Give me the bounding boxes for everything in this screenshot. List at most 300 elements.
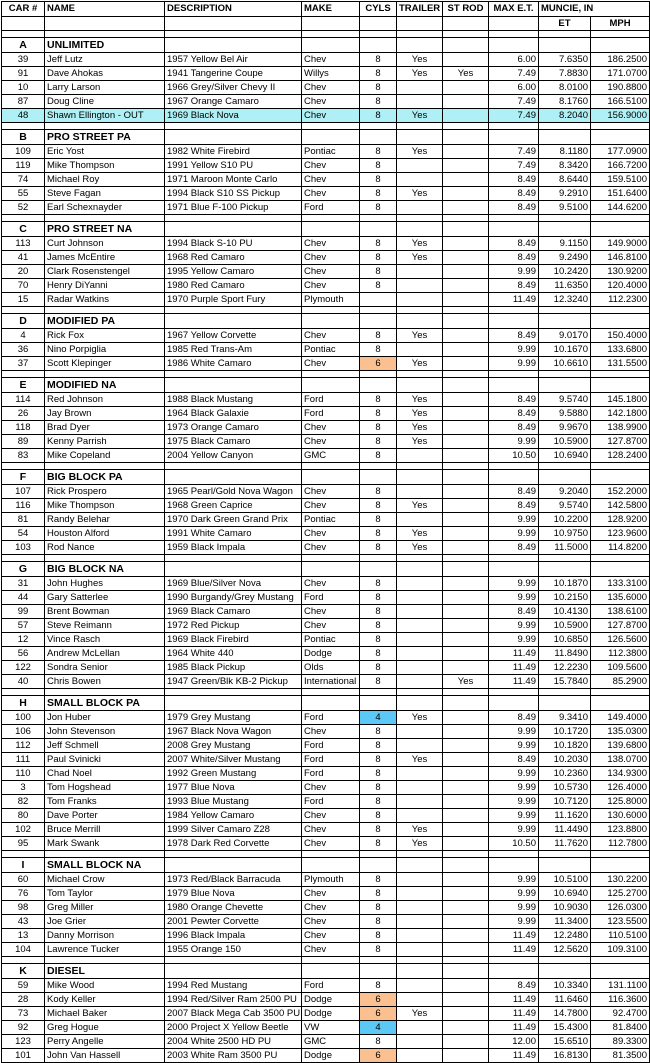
cell-max-et[interactable]: 9.99	[489, 915, 539, 929]
cell-max-et[interactable]: 7.49	[489, 109, 539, 123]
cell-driver-name[interactable]: Jeff Lutz	[45, 53, 165, 67]
column-header-make[interactable]: MAKE	[302, 2, 360, 17]
cell-trailer[interactable]: Yes	[397, 837, 443, 851]
cell-make[interactable]: GMC	[302, 449, 360, 463]
cell-driver-name[interactable]: Dave Porter	[45, 809, 165, 823]
cell-driver-name[interactable]: Kody Keller	[45, 993, 165, 1007]
cell-make[interactable]: Dodge	[302, 1049, 360, 1063]
cell-car-number[interactable]: 15	[2, 293, 45, 307]
cell-max-et[interactable]: 10.50	[489, 837, 539, 851]
cell-mph[interactable]: 123.9600	[591, 527, 650, 541]
cell-car-number[interactable]: 60	[2, 873, 45, 887]
cell-car-number[interactable]: 91	[2, 67, 45, 81]
cell-trailer[interactable]: Yes	[397, 53, 443, 67]
cell-trailer[interactable]	[397, 577, 443, 591]
cell-car-number[interactable]: 83	[2, 449, 45, 463]
cell-description[interactable]: 1994 Black S-10 PU	[165, 237, 302, 251]
cell-cylinders[interactable]: 8	[360, 329, 397, 343]
cell-make[interactable]: Chev	[302, 619, 360, 633]
cell-street-rod[interactable]	[443, 725, 489, 739]
cell-trailer[interactable]: Yes	[397, 109, 443, 123]
table-row[interactable]	[2, 753, 650, 767]
cell-trailer[interactable]	[397, 279, 443, 293]
cell-cylinders[interactable]: 8	[360, 67, 397, 81]
cell-description[interactable]: 1964 White 440	[165, 647, 302, 661]
cell-driver-name[interactable]: Mark Swank	[45, 837, 165, 851]
cell-et[interactable]: 10.2420	[539, 265, 591, 279]
cell-max-et[interactable]: 8.49	[489, 279, 539, 293]
cell-et[interactable]: 7.8830	[539, 67, 591, 81]
cell-et[interactable]: 12.2230	[539, 661, 591, 675]
cell-make[interactable]: Chev	[302, 357, 360, 371]
cell-max-et[interactable]: 12.00	[489, 1035, 539, 1049]
class-row-blank[interactable]	[591, 378, 650, 393]
cell-mph[interactable]: 127.8700	[591, 435, 650, 449]
cell-car-number[interactable]: 3	[2, 781, 45, 795]
cell-mph[interactable]: 146.8100	[591, 251, 650, 265]
cell-trailer[interactable]	[397, 901, 443, 915]
cell-mph[interactable]: 156.9000	[591, 109, 650, 123]
cell-car-number[interactable]: 106	[2, 725, 45, 739]
cell-cylinders[interactable]: 8	[360, 53, 397, 67]
cell-description[interactable]: 1986 White Camaro	[165, 357, 302, 371]
cell-street-rod[interactable]	[443, 449, 489, 463]
cell-cylinders[interactable]: 6	[360, 357, 397, 371]
cell-max-et[interactable]: 9.99	[489, 781, 539, 795]
cell-max-et[interactable]: 9.99	[489, 739, 539, 753]
cell-et[interactable]: 14.7800	[539, 1007, 591, 1021]
cell-max-et[interactable]: 7.49	[489, 95, 539, 109]
cell-max-et[interactable]: 8.49	[489, 605, 539, 619]
cell-street-rod[interactable]	[443, 485, 489, 499]
cell-mph[interactable]: 125.2700	[591, 887, 650, 901]
cell-driver-name[interactable]: Jay Brown	[45, 407, 165, 421]
cell-cylinders[interactable]: 8	[360, 109, 397, 123]
cell-et[interactable]: 10.7120	[539, 795, 591, 809]
cell-cylinders[interactable]: 8	[360, 449, 397, 463]
cell-et[interactable]: 10.2030	[539, 753, 591, 767]
table-row[interactable]	[2, 739, 650, 753]
cell-street-rod[interactable]	[443, 781, 489, 795]
cell-street-rod[interactable]	[443, 393, 489, 407]
cell-trailer[interactable]	[397, 633, 443, 647]
cell-mph[interactable]: 171.0700	[591, 67, 650, 81]
cell-et[interactable]: 9.9670	[539, 421, 591, 435]
cell-trailer[interactable]: Yes	[397, 407, 443, 421]
cell-description[interactable]: 1984 Yellow Camaro	[165, 809, 302, 823]
table-row[interactable]	[2, 781, 650, 795]
cell-car-number[interactable]: 95	[2, 837, 45, 851]
cell-trailer[interactable]	[397, 449, 443, 463]
cell-et[interactable]: 11.4490	[539, 823, 591, 837]
cell-mph[interactable]: 81.3500	[591, 1049, 650, 1063]
cell-car-number[interactable]: 26	[2, 407, 45, 421]
class-row-blank[interactable]	[360, 378, 397, 393]
table-row[interactable]	[2, 237, 650, 251]
class-row-blank[interactable]	[360, 314, 397, 329]
cell-driver-name[interactable]: Paul Svinicki	[45, 753, 165, 767]
cell-trailer[interactable]	[397, 915, 443, 929]
cell-street-rod[interactable]	[443, 329, 489, 343]
class-row-blank[interactable]	[302, 858, 360, 873]
cell-street-rod[interactable]	[443, 293, 489, 307]
cell-street-rod[interactable]	[443, 187, 489, 201]
cell-driver-name[interactable]: John Hughes	[45, 577, 165, 591]
class-row-blank[interactable]	[443, 470, 489, 485]
cell-mph[interactable]: 123.8800	[591, 823, 650, 837]
cell-street-rod[interactable]	[443, 979, 489, 993]
cell-cylinders[interactable]: 8	[360, 237, 397, 251]
cell-street-rod[interactable]	[443, 753, 489, 767]
cell-et[interactable]: 9.3410	[539, 711, 591, 725]
cell-mph[interactable]: 142.5800	[591, 499, 650, 513]
table-row[interactable]	[2, 675, 650, 689]
column-header-cyls[interactable]: CYLS	[360, 2, 397, 17]
class-row-blank[interactable]	[397, 314, 443, 329]
cell-make[interactable]: Chev	[302, 809, 360, 823]
class-row-blank[interactable]	[302, 222, 360, 237]
cell-description[interactable]: 2004 Yellow Canyon	[165, 449, 302, 463]
cell-car-number[interactable]: 101	[2, 1049, 45, 1063]
cell-driver-name[interactable]: Danny Morrison	[45, 929, 165, 943]
cell-description[interactable]: 1978 Dark Red Corvette	[165, 837, 302, 851]
cell-street-rod[interactable]	[443, 343, 489, 357]
cell-max-et[interactable]: 9.99	[489, 725, 539, 739]
cell-cylinders[interactable]: 8	[360, 873, 397, 887]
cell-et[interactable]: 11.1620	[539, 809, 591, 823]
cell-make[interactable]: Chev	[302, 173, 360, 187]
cell-trailer[interactable]: Yes	[397, 67, 443, 81]
table-row[interactable]	[2, 513, 650, 527]
cell-car-number[interactable]: 4	[2, 329, 45, 343]
class-row-blank[interactable]	[165, 314, 302, 329]
class-row-blank[interactable]	[591, 964, 650, 979]
cell-et[interactable]: 10.1670	[539, 343, 591, 357]
cell-street-rod[interactable]	[443, 605, 489, 619]
class-row-blank[interactable]	[397, 470, 443, 485]
cell-mph[interactable]: 109.5600	[591, 661, 650, 675]
cell-street-rod[interactable]: Yes	[443, 67, 489, 81]
table-row[interactable]	[2, 251, 650, 265]
class-row-blank[interactable]	[443, 38, 489, 53]
cell-max-et[interactable]: 8.49	[489, 173, 539, 187]
cell-car-number[interactable]: 10	[2, 81, 45, 95]
cell-make[interactable]: International	[302, 675, 360, 689]
cell-driver-name[interactable]: Sondra Senior	[45, 661, 165, 675]
cell-trailer[interactable]	[397, 591, 443, 605]
cell-mph[interactable]: 125.8000	[591, 795, 650, 809]
cell-driver-name[interactable]: Curt Johnson	[45, 237, 165, 251]
cell-street-rod[interactable]	[443, 993, 489, 1007]
cell-cylinders[interactable]: 8	[360, 265, 397, 279]
cell-cylinders[interactable]: 8	[360, 647, 397, 661]
cell-make[interactable]: Dodge	[302, 647, 360, 661]
cell-et[interactable]: 8.1760	[539, 95, 591, 109]
cell-cylinders[interactable]: 8	[360, 95, 397, 109]
cell-mph[interactable]: 177.0900	[591, 145, 650, 159]
cell-max-et[interactable]: 8.49	[489, 187, 539, 201]
cell-et[interactable]: 10.2360	[539, 767, 591, 781]
table-row[interactable]	[2, 407, 650, 421]
class-row-blank[interactable]	[397, 38, 443, 53]
cell-car-number[interactable]: 31	[2, 577, 45, 591]
cell-et[interactable]: 10.1720	[539, 725, 591, 739]
cell-et[interactable]: 9.5740	[539, 499, 591, 513]
cell-make[interactable]: Pontiac	[302, 513, 360, 527]
cell-street-rod[interactable]	[443, 929, 489, 943]
class-row-blank[interactable]	[443, 964, 489, 979]
cell-driver-name[interactable]: Larry Larson	[45, 81, 165, 95]
class-row-blank[interactable]	[591, 562, 650, 577]
cell-et[interactable]: 8.3420	[539, 159, 591, 173]
class-row-blank[interactable]	[360, 964, 397, 979]
cell-trailer[interactable]: Yes	[397, 237, 443, 251]
cell-max-et[interactable]: 8.49	[489, 753, 539, 767]
cell-driver-name[interactable]: Greg Miller	[45, 901, 165, 915]
class-row-blank[interactable]	[360, 858, 397, 873]
cell-street-rod[interactable]	[443, 711, 489, 725]
table-row[interactable]	[2, 53, 650, 67]
cell-driver-name[interactable]: Joe Grier	[45, 915, 165, 929]
cell-driver-name[interactable]: Dave Ahokas	[45, 67, 165, 81]
cell-mph[interactable]: 152.2000	[591, 485, 650, 499]
cell-trailer[interactable]	[397, 993, 443, 1007]
cell-make[interactable]: Ford	[302, 739, 360, 753]
cell-car-number[interactable]: 36	[2, 343, 45, 357]
cell-car-number[interactable]: 87	[2, 95, 45, 109]
class-row-blank[interactable]	[302, 696, 360, 711]
class-row-blank[interactable]	[591, 696, 650, 711]
class-name[interactable]: PRO STREET NA	[45, 222, 165, 237]
cell-street-rod[interactable]	[443, 265, 489, 279]
table-row[interactable]	[2, 145, 650, 159]
cell-cylinders[interactable]: 8	[360, 407, 397, 421]
table-row[interactable]	[2, 81, 650, 95]
cell-max-et[interactable]: 8.49	[489, 541, 539, 555]
cell-street-rod[interactable]	[443, 887, 489, 901]
cell-et[interactable]: 10.1870	[539, 577, 591, 591]
cell-make[interactable]: Chev	[302, 527, 360, 541]
cell-car-number[interactable]: 123	[2, 1035, 45, 1049]
cell-driver-name[interactable]: Greg Hogue	[45, 1021, 165, 1035]
cell-description[interactable]: 1969 Black Firebird	[165, 633, 302, 647]
class-row-blank[interactable]	[591, 858, 650, 873]
cell-driver-name[interactable]: Scott Klepinger	[45, 357, 165, 371]
class-name[interactable]: UNLIMITED	[45, 38, 165, 53]
cell-description[interactable]: 1955 Orange 150	[165, 943, 302, 957]
cell-max-et[interactable]: 9.99	[489, 343, 539, 357]
column-header-desc[interactable]: DESCRIPTION	[165, 2, 302, 17]
column-header-car[interactable]: CAR #	[2, 2, 45, 17]
cell-description[interactable]: 2007 Black Mega Cab 3500 PU	[165, 1007, 302, 1021]
cell-max-et[interactable]: 8.49	[489, 329, 539, 343]
cell-trailer[interactable]: Yes	[397, 393, 443, 407]
cell-max-et[interactable]: 8.49	[489, 393, 539, 407]
cell-et[interactable]: 7.6350	[539, 53, 591, 67]
cell-make[interactable]: Chev	[302, 251, 360, 265]
cell-driver-name[interactable]: Jeff Schmell	[45, 739, 165, 753]
cell-street-rod[interactable]: Yes	[443, 675, 489, 689]
table-row[interactable]	[2, 1007, 650, 1021]
cell-trailer[interactable]	[397, 725, 443, 739]
cell-description[interactable]: 1973 Orange Camaro	[165, 421, 302, 435]
cell-et[interactable]: 10.6940	[539, 449, 591, 463]
cell-mph[interactable]: 150.4000	[591, 329, 650, 343]
cell-cylinders[interactable]: 8	[360, 343, 397, 357]
cell-description[interactable]: 1967 Black Nova Wagon	[165, 725, 302, 739]
cell-make[interactable]: Chev	[302, 95, 360, 109]
cell-trailer[interactable]	[397, 173, 443, 187]
cell-max-et[interactable]: 11.49	[489, 293, 539, 307]
class-name[interactable]: DIESEL	[45, 964, 165, 979]
cell-cylinders[interactable]: 8	[360, 823, 397, 837]
cell-et[interactable]: 9.0170	[539, 329, 591, 343]
cell-car-number[interactable]: 89	[2, 435, 45, 449]
cell-street-rod[interactable]	[443, 159, 489, 173]
cell-make[interactable]: Chev	[302, 837, 360, 851]
cell-mph[interactable]: 127.8700	[591, 619, 650, 633]
cell-car-number[interactable]: 92	[2, 1021, 45, 1035]
table-row[interactable]	[2, 357, 650, 371]
table-row[interactable]	[2, 95, 650, 109]
cell-make[interactable]: Chev	[302, 109, 360, 123]
cell-street-rod[interactable]	[443, 1007, 489, 1021]
cell-driver-name[interactable]: Kenny Parrish	[45, 435, 165, 449]
cell-car-number[interactable]: 43	[2, 915, 45, 929]
table-row[interactable]	[2, 943, 650, 957]
class-row-blank[interactable]	[443, 222, 489, 237]
cell-street-rod[interactable]	[443, 95, 489, 109]
cell-make[interactable]: Chev	[302, 81, 360, 95]
cell-cylinders[interactable]: 8	[360, 767, 397, 781]
class-letter[interactable]: I	[2, 858, 45, 873]
cell-et[interactable]: 10.1820	[539, 739, 591, 753]
cell-cylinders[interactable]: 8	[360, 187, 397, 201]
table-row[interactable]	[2, 279, 650, 293]
cell-cylinders[interactable]: 8	[360, 201, 397, 215]
cell-max-et[interactable]: 9.99	[489, 513, 539, 527]
table-row[interactable]	[2, 591, 650, 605]
cell-make[interactable]: VW	[302, 1021, 360, 1035]
cell-driver-name[interactable]: John Van Hassell	[45, 1049, 165, 1063]
cell-car-number[interactable]: 37	[2, 357, 45, 371]
cell-car-number[interactable]: 99	[2, 605, 45, 619]
cell-street-rod[interactable]	[443, 173, 489, 187]
cell-mph[interactable]: 149.4000	[591, 711, 650, 725]
cell-description[interactable]: 1990 Burgandy/Grey Mustang	[165, 591, 302, 605]
cell-driver-name[interactable]: Mike Copeland	[45, 449, 165, 463]
class-row-blank[interactable]	[165, 130, 302, 145]
table-row[interactable]	[2, 873, 650, 887]
cell-et[interactable]: 11.7620	[539, 837, 591, 851]
cell-description[interactable]: 1993 Blue Mustang	[165, 795, 302, 809]
cell-mph[interactable]: 128.2400	[591, 449, 650, 463]
class-row-blank[interactable]	[591, 222, 650, 237]
cell-mph[interactable]: 128.9200	[591, 513, 650, 527]
cell-driver-name[interactable]: Chad Noel	[45, 767, 165, 781]
cell-description[interactable]: 1969 Black Nova	[165, 109, 302, 123]
cell-street-rod[interactable]	[443, 357, 489, 371]
cell-max-et[interactable]: 9.99	[489, 265, 539, 279]
cell-et[interactable]: 11.8490	[539, 647, 591, 661]
cell-max-et[interactable]: 8.49	[489, 485, 539, 499]
cell-cylinders[interactable]: 8	[360, 527, 397, 541]
class-row-blank[interactable]	[302, 130, 360, 145]
cell-car-number[interactable]: 54	[2, 527, 45, 541]
cell-make[interactable]: Ford	[302, 979, 360, 993]
cell-max-et[interactable]: 11.49	[489, 1021, 539, 1035]
cell-max-et[interactable]: 9.99	[489, 873, 539, 887]
cell-cylinders[interactable]: 8	[360, 837, 397, 851]
cell-trailer[interactable]	[397, 647, 443, 661]
cell-et[interactable]: 9.5100	[539, 201, 591, 215]
cell-make[interactable]: Plymouth	[302, 873, 360, 887]
cell-street-rod[interactable]	[443, 647, 489, 661]
table-row[interactable]	[2, 929, 650, 943]
cell-max-et[interactable]: 7.49	[489, 145, 539, 159]
cell-trailer[interactable]	[397, 81, 443, 95]
cell-description[interactable]: 1967 Orange Camaro	[165, 95, 302, 109]
cell-description[interactable]: 2008 Grey Mustang	[165, 739, 302, 753]
class-row-blank[interactable]	[443, 378, 489, 393]
cell-et[interactable]: 10.2200	[539, 513, 591, 527]
cell-mph[interactable]: 145.1800	[591, 393, 650, 407]
table-row[interactable]	[2, 823, 650, 837]
cell-make[interactable]: Chev	[302, 823, 360, 837]
table-row[interactable]	[2, 619, 650, 633]
cell-make[interactable]: Chev	[302, 605, 360, 619]
cell-street-rod[interactable]	[443, 873, 489, 887]
cell-mph[interactable]: 138.9900	[591, 421, 650, 435]
cell-description[interactable]: 1971 Blue F-100 Pickup	[165, 201, 302, 215]
cell-street-rod[interactable]	[443, 279, 489, 293]
cell-description[interactable]: 1988 Black Mustang	[165, 393, 302, 407]
cell-car-number[interactable]: 103	[2, 541, 45, 555]
cell-description[interactable]: 1980 Red Camaro	[165, 279, 302, 293]
cell-max-et[interactable]: 8.49	[489, 979, 539, 993]
cell-car-number[interactable]: 56	[2, 647, 45, 661]
class-row-blank[interactable]	[489, 696, 539, 711]
cell-car-number[interactable]: 111	[2, 753, 45, 767]
cell-mph[interactable]: 135.6000	[591, 591, 650, 605]
table-row[interactable]	[2, 1035, 650, 1049]
table-row[interactable]	[2, 979, 650, 993]
cell-mph[interactable]: 120.4000	[591, 279, 650, 293]
cell-cylinders[interactable]: 8	[360, 619, 397, 633]
cell-make[interactable]: Chev	[302, 915, 360, 929]
column-header-maxet[interactable]: MAX E.T.	[489, 2, 539, 17]
table-row[interactable]	[2, 541, 650, 555]
class-row-blank[interactable]	[489, 314, 539, 329]
cell-et[interactable]: 12.3240	[539, 293, 591, 307]
class-row-blank[interactable]	[165, 222, 302, 237]
cell-street-rod[interactable]	[443, 53, 489, 67]
cell-description[interactable]: 1977 Blue Nova	[165, 781, 302, 795]
cell-max-et[interactable]: 11.49	[489, 661, 539, 675]
cell-trailer[interactable]	[397, 293, 443, 307]
cell-trailer[interactable]	[397, 781, 443, 795]
cell-description[interactable]: 1957 Yellow Bel Air	[165, 53, 302, 67]
cell-max-et[interactable]: 11.49	[489, 675, 539, 689]
cell-description[interactable]: 1979 Grey Mustang	[165, 711, 302, 725]
cell-description[interactable]: 1968 Red Camaro	[165, 251, 302, 265]
cell-trailer[interactable]	[397, 265, 443, 279]
class-row-blank[interactable]	[397, 696, 443, 711]
cell-cylinders[interactable]: 8	[360, 541, 397, 555]
cell-street-rod[interactable]	[443, 767, 489, 781]
cell-cylinders[interactable]: 8	[360, 887, 397, 901]
cell-trailer[interactable]: Yes	[397, 499, 443, 513]
